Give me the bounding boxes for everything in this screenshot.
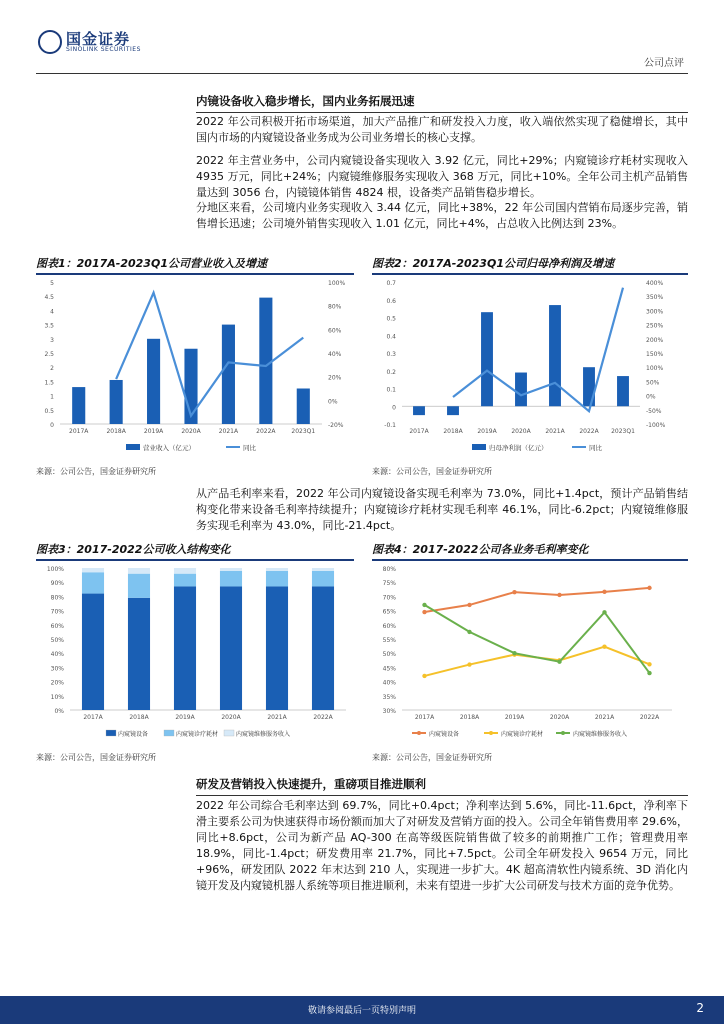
stacked-bar-segment (312, 586, 334, 710)
y-tick-label: 55% (382, 637, 396, 644)
section-heading-2: 研发及营销投入快速提升，重磅项目推进顺利 (196, 776, 688, 796)
y-left-tick-label: 0.6 (386, 297, 396, 305)
bar (110, 380, 123, 424)
series-point (602, 590, 606, 594)
paragraph-2: 2022 年主营业务中，公司内窥镜设备实现收入 3.92 亿元，同比+29%；内窥镜诊疗耗材实现收入 4935 万元，同比+24%；内窥镜维修服务实现收入 368 万元，同比+10%。全年公司主机产品销售量达到 3056 台，内镜镜体销售 4824 根，设备类产品销售稳步增长。 (196, 154, 688, 199)
paragraph-4: 从产品毛利率来看，2022 年公司内窥镜设备实现毛利率为 73.0%，同比+1.4pct，预计产品销售结构变化带来设备毛利率持续提升；内窥镜诊疗耗材实现毛利率 46.1%，同比-6.2pct；内窥镜维修服务实现毛利率为 43.0%，同比-21.4pct。 (196, 487, 688, 532)
y-right-tick-label: -50% (646, 407, 662, 415)
y-tick-label: 60% (50, 622, 64, 630)
series-point (467, 630, 471, 634)
y-right-tick-label: 250% (646, 322, 664, 330)
legend-swatch-bar (126, 444, 140, 450)
stacked-bar-segment (174, 574, 196, 587)
stacked-bar-segment (312, 568, 334, 571)
x-tick-label: 2017A (414, 714, 435, 721)
series-point (557, 593, 561, 597)
page-number: 2 (696, 1001, 704, 1015)
y-left-tick-label: 5 (50, 280, 54, 287)
y-left-tick-label: 0.5 (44, 407, 54, 415)
y-left-tick-label: 4 (50, 308, 54, 316)
growth-line (116, 293, 303, 416)
y-tick-label: 70% (50, 608, 64, 616)
y-right-tick-label: 300% (646, 308, 664, 316)
y-tick-label: 80% (50, 594, 64, 602)
series-point (422, 674, 426, 678)
y-right-tick-label: 200% (646, 336, 664, 344)
bar (147, 339, 160, 424)
y-tick-label: 10% (50, 693, 64, 701)
y-right-tick-label: 150% (646, 351, 664, 358)
series-line (425, 647, 650, 676)
legend-marker (489, 731, 493, 735)
legend-label: 内窥镜维修服务收入 (573, 731, 628, 738)
y-left-tick-label: 2 (50, 365, 54, 373)
y-right-tick-label: 0% (328, 398, 338, 406)
stacked-bar-segment (312, 571, 334, 587)
x-tick-label: 2017A (83, 714, 103, 721)
x-tick-label: 2023Q1 (611, 428, 635, 435)
x-tick-label: 2018A (459, 714, 480, 721)
legend-label-bar: 归母净利润（亿元） (489, 444, 548, 452)
legend-swatch-bar (472, 444, 486, 450)
x-tick-label: 2022A (313, 714, 333, 721)
x-tick-label: 2020A (511, 428, 531, 435)
y-left-tick-label: 0.3 (386, 351, 396, 358)
stacked-bar-segment (266, 571, 288, 587)
figure-2-chart (372, 274, 688, 460)
x-tick-label: 2022A (639, 714, 660, 721)
stacked-bar-segment (174, 568, 196, 574)
figure-2-title: 图表2：2017A-2023Q1公司归母净利润及增速 (372, 255, 688, 275)
bar (413, 406, 425, 415)
stacked-bar-segment (220, 571, 242, 587)
y-right-tick-label: 400% (646, 280, 664, 287)
doc-type: 公司点评 (644, 58, 684, 69)
y-left-tick-label: 4.5 (44, 294, 54, 302)
figure-1-chart (36, 274, 354, 460)
stacked-bar-segment (220, 586, 242, 710)
figure-3-chart (36, 560, 354, 744)
stacked-bar-segment (266, 586, 288, 710)
x-tick-label: 2022A (256, 428, 276, 435)
y-right-tick-label: 50% (646, 379, 660, 387)
y-tick-label: 90% (50, 580, 64, 588)
brand-name-en: SINOLINK SECURITIES (66, 46, 141, 53)
figure-3-title: 图表3：2017-2022公司收入结构变化 (36, 541, 354, 561)
bar (617, 376, 629, 406)
header-divider (36, 73, 688, 74)
y-tick-label: 20% (50, 679, 64, 687)
bar (447, 406, 459, 415)
series-point (602, 610, 606, 614)
stacked-bar-segment (128, 568, 150, 574)
y-tick-label: 40% (50, 651, 64, 659)
y-left-tick-label: -0.1 (384, 422, 396, 429)
figure-3-source: 来源：公司公告，国金证券研究所 (36, 753, 156, 762)
y-right-tick-label: -20% (328, 422, 344, 429)
y-left-tick-label: 3.5 (44, 322, 54, 330)
legend-label: 内窥镜维修服务收入 (236, 731, 291, 738)
series-point (647, 662, 651, 666)
legend-marker (561, 731, 565, 735)
figure-4-chart (372, 560, 688, 744)
y-right-tick-label: 20% (328, 374, 342, 382)
series-point (647, 586, 651, 590)
legend-label: 内窥镜诊疗耗材 (176, 731, 219, 738)
x-tick-label: 2018A (106, 428, 126, 435)
legend-label: 内窥镜诊疗耗材 (501, 731, 544, 738)
y-right-tick-label: 350% (646, 294, 664, 302)
y-tick-label: 65% (382, 608, 396, 616)
x-tick-label: 2019A (175, 714, 195, 721)
x-tick-label: 2021A (267, 714, 287, 721)
y-left-tick-label: 2.5 (44, 351, 54, 358)
y-tick-label: 70% (382, 594, 396, 602)
series-point (422, 610, 426, 614)
legend-label: 内窥镜设备 (118, 731, 149, 738)
y-left-tick-label: 0 (392, 404, 396, 412)
stacked-bar-segment (82, 568, 104, 572)
figure-4-title: 图表4：2017-2022公司各业务毛利率变化 (372, 541, 688, 561)
x-tick-label: 2017A (409, 428, 429, 435)
legend-marker (417, 731, 421, 735)
x-tick-label: 2020A (181, 428, 201, 435)
bar (549, 305, 561, 406)
y-left-tick-label: 0.1 (386, 386, 396, 394)
y-tick-label: 50% (50, 637, 64, 644)
bar (515, 373, 527, 407)
bar (222, 325, 235, 424)
footer-disclaimer: 敬请参阅最后一页特别声明 (307, 1006, 416, 1016)
figure-1-source: 来源：公司公告，国金证券研究所 (36, 467, 156, 476)
y-left-tick-label: 0.2 (386, 368, 396, 376)
figure-2-source: 来源：公司公告，国金证券研究所 (372, 467, 492, 476)
series-line (425, 588, 650, 612)
y-tick-label: 35% (382, 693, 396, 701)
series-line (425, 605, 650, 673)
y-tick-label: 30% (50, 665, 64, 673)
y-right-tick-label: 40% (328, 351, 342, 358)
stacked-bar-segment (220, 568, 242, 571)
y-tick-label: 0% (54, 708, 64, 715)
stacked-bar-segment (266, 568, 288, 571)
y-right-tick-label: 0% (646, 393, 656, 401)
x-tick-label: 2020A (549, 714, 570, 721)
figure-1-title: 图表1：2017A-2023Q1公司营业收入及增速 (36, 255, 354, 275)
y-right-tick-label: -100% (646, 422, 666, 429)
legend-label-bar: 营业收入（亿元） (143, 444, 195, 452)
bar (259, 298, 272, 424)
y-left-tick-label: 3 (50, 336, 54, 344)
x-tick-label: 2017A (69, 428, 89, 435)
legend-label-line: 同比 (243, 444, 256, 452)
stacked-bar-segment (82, 572, 104, 593)
y-tick-label: 80% (382, 566, 396, 573)
y-right-tick-label: 80% (328, 303, 342, 311)
series-point (557, 660, 561, 664)
paragraph-3: 分地区来看，公司境内业务实现收入 3.44 亿元，同比+38%，22 年公司国内营销布局逐步完善，销售增长迅速；公司境外销售实现收入 1.01 亿元，同比+4%，占总收入比例达到 23%。 (196, 201, 688, 230)
legend-swatch (164, 730, 174, 736)
y-left-tick-label: 1.5 (44, 379, 54, 387)
x-tick-label: 2019A (477, 428, 497, 435)
x-tick-label: 2018A (443, 428, 463, 435)
section-heading-1: 内镜设备收入稳步增长，国内业务拓展迅速 (196, 93, 688, 113)
y-left-tick-label: 0.4 (386, 333, 396, 341)
x-tick-label: 2021A (545, 428, 565, 435)
series-point (602, 644, 606, 648)
x-tick-label: 2021A (594, 714, 615, 721)
x-tick-label: 2022A (579, 428, 599, 435)
stacked-bar-segment (128, 574, 150, 598)
bar (72, 387, 85, 424)
y-tick-label: 45% (382, 665, 396, 673)
stacked-bar-segment (128, 598, 150, 710)
legend-label-line: 同比 (589, 444, 602, 452)
y-tick-label: 75% (382, 580, 396, 588)
stacked-bar-segment (82, 594, 104, 710)
y-right-tick-label: 60% (328, 327, 342, 335)
x-tick-label: 2019A (504, 714, 525, 721)
brand-name: 国金证券 (66, 30, 131, 48)
series-point (647, 671, 651, 675)
y-tick-label: 50% (382, 651, 396, 659)
series-point (422, 603, 426, 607)
paragraph-5: 2022 年公司综合毛利率达到 69.7%，同比+0.4pct；净利率达到 5.6%，同比-11.6pct，净利率下滑主要系公司为快速获得市场份额而加大了对研发及营销方面的投入。公司全年销售费用率 29.6%，同比+8.6pct，公司为新产品 AQ-300 在高等级医院销售做了较多的前期推广工作；管理费用率 18.9%，同比-1.4pct；研发费用率 21.7%，同比+7.5pct。公司全年研发投入 9654 万元，同比+96%，研发团队 2022 年末达到 210 人，实现进一步扩大。4K 超高清软性内镜系统、3D 消化内镜开发及内窥镜机器人系统等项目推进顺利，未来有望进一步扩大公司研发与技术方面的竞争优势。 (196, 799, 688, 892)
x-tick-label: 2020A (221, 714, 241, 721)
y-left-tick-label: 0.5 (386, 315, 396, 323)
y-right-tick-label: 100% (328, 280, 346, 287)
series-point (512, 590, 516, 594)
y-tick-label: 60% (382, 622, 396, 630)
x-tick-label: 2021A (218, 428, 239, 435)
y-tick-label: 100% (46, 566, 64, 573)
legend-swatch (106, 730, 116, 736)
series-point (467, 603, 471, 607)
logo-icon (38, 30, 62, 54)
bar (583, 367, 595, 406)
growth-line (453, 288, 623, 412)
series-point (467, 662, 471, 666)
paragraph-1: 2022 年公司积极开拓市场渠道，加大产品推广和研发投入力度，收入端依然实现了稳健增长，其中国内市场的内窥镜设备业务成为公司业务增长的核心支撑。 (196, 115, 688, 144)
x-tick-label: 2019A (143, 428, 164, 435)
y-tick-label: 40% (382, 679, 396, 687)
bar (481, 312, 493, 406)
stacked-bar-segment (174, 586, 196, 710)
legend-swatch (224, 730, 234, 736)
y-left-tick-label: 0.7 (386, 280, 396, 287)
x-tick-label: 2023Q1 (291, 428, 316, 435)
bar (297, 389, 310, 425)
series-point (512, 651, 516, 655)
legend-label: 内窥镜设备 (429, 731, 460, 738)
y-left-tick-label: 1 (50, 393, 54, 401)
y-tick-label: 30% (382, 708, 396, 715)
y-left-tick-label: 0 (50, 422, 54, 429)
y-right-tick-label: 100% (646, 365, 664, 373)
figure-4-source: 来源：公司公告，国金证券研究所 (372, 753, 492, 762)
x-tick-label: 2018A (129, 714, 149, 721)
